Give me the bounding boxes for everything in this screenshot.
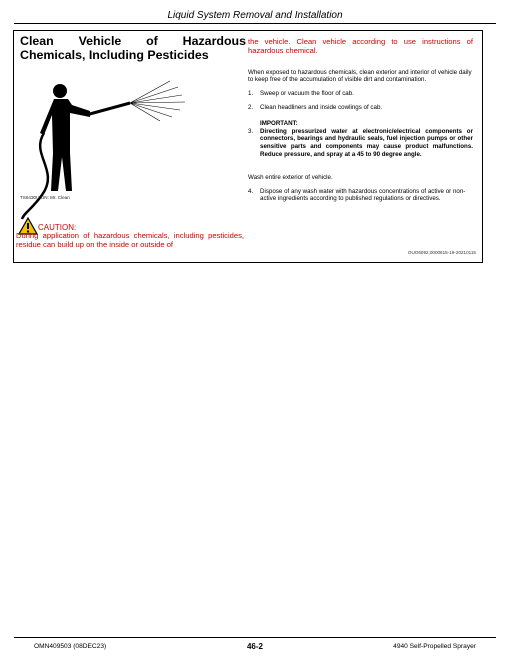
hose [22,133,48,219]
figure-head [53,84,67,98]
step-number: 4. [248,187,254,195]
header-rule [14,23,496,24]
wash-instruction: Wash entire exterior of vehicle. [248,174,333,182]
footer-rule [14,637,496,638]
step-text: Clean headliners and inside cowlings of cab. [260,103,383,111]
section-title: Clean Vehicle of Hazardous Chemicals, Including Pesticides [20,34,246,62]
product-name: 4940 Self-Propelled Sprayer [393,643,476,650]
step-item [248,90,473,98]
step-item [248,104,473,112]
caution-text-right: the vehicle. Clean vehicle according to use instructions of hazardous chemical. [248,37,473,56]
step-number: 3. [248,127,254,135]
important-text: Directing pressurized water at electronic/electrical components or connectors, bearings and hydraulic seals, fuel injection pumps or other sensitive parts and components may cause product malfunctions. Reduce pressure, and spray at a 45 to 90 degree angle. [260,127,473,158]
document-code: OUO6092,0000615-19-20210115 [407,250,476,255]
figure-caption: TS6430U-UN: Mr. Clean [20,195,70,200]
spray-wand [86,103,130,115]
procedure-box [13,30,483,263]
step-item [248,128,473,158]
step-number: 2. [248,103,254,111]
running-header: Liquid System Removal and Installation [167,10,343,21]
right-column [248,37,473,209]
pressure-washer-illustration [20,75,250,225]
caution-text-left: During application of hazardous chemicals, including pesticides, residue can build up on the inside or outside of [16,231,244,250]
intro-paragraph: When exposed to hazardous chemicals, clean exterior and interior of vehicle daily to keep free of the accumulation of visible dirt and contamination. [248,68,472,84]
manual-id: OMN409503 (08DEC23) [34,643,107,650]
step-text: Dispose of any wash water with hazardous concentrations of active or non-active ingredients according to published regulations or directives. [260,187,466,203]
water-spray [130,81,185,121]
step-item [248,188,473,203]
page-number: 46-2 [246,642,263,651]
caution-label: CAUTION: [38,223,77,232]
step-number: 1. [248,90,254,97]
important-label: IMPORTANT: [260,120,298,128]
step-text: Sweep or vacuum the floor of cab. [260,90,354,97]
